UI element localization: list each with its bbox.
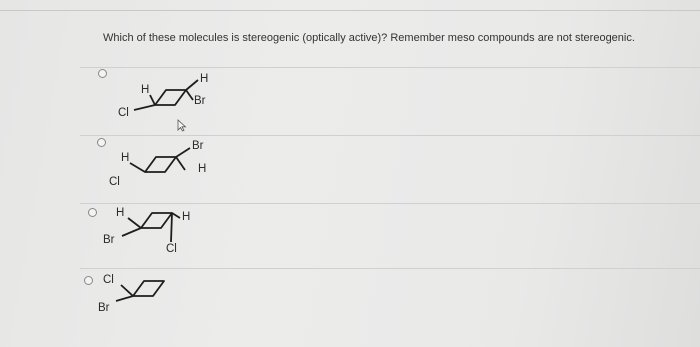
atom-label: Br [192,140,204,152]
divider [80,135,700,136]
radio-button-option-3[interactable] [88,208,97,217]
atom-label: Br [98,302,110,314]
atom-label: Br [194,95,206,107]
divider [80,268,700,269]
atom-label: Cl [109,176,120,188]
top-rule [0,10,700,11]
radio-button-option-4[interactable] [84,276,93,285]
atom-label: H [141,84,150,96]
atom-label: Cl [103,274,114,286]
mouse-cursor-icon [177,119,187,132]
divider [80,203,700,204]
radio-button-option-1[interactable] [98,69,107,78]
question-text: Which of these molecules is stereogenic (optically active)? Remember meso compounds are not stereogenic. [103,32,635,44]
atom-label: Br [103,234,115,246]
atom-label: H [116,207,125,219]
atom-label: H [182,211,191,223]
divider [80,67,700,68]
atom-label: Cl [118,107,129,119]
atom-label: H [198,163,207,175]
radio-button-option-2[interactable] [97,138,106,147]
atom-label: H [121,152,130,164]
atom-label: Cl [166,243,177,255]
atom-label: H [200,73,209,85]
